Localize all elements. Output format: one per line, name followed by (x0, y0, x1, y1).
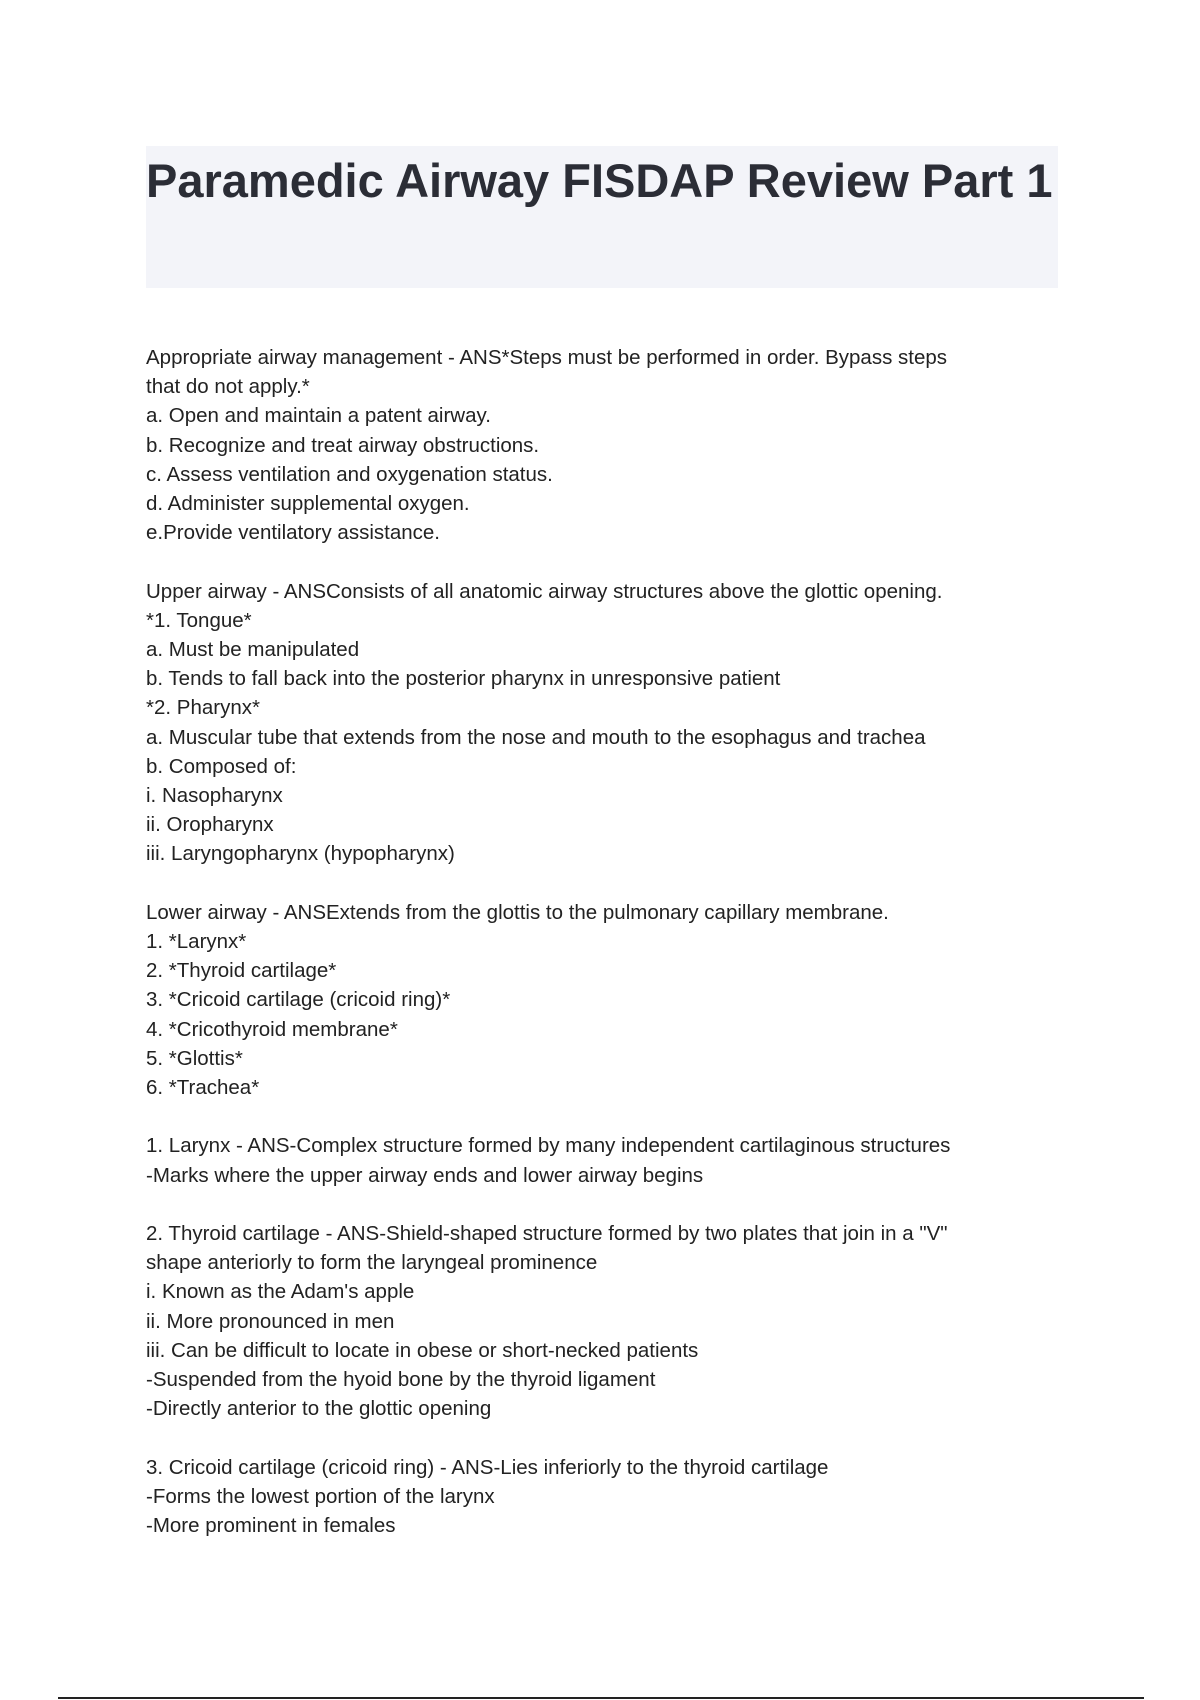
text-line: a. Muscular tube that extends from the nose and mouth to the esophagus and trachea (146, 725, 926, 749)
text-line: 2. Thyroid cartilage - ANS-Shield-shaped structure formed by two plates that join in a "V" (146, 1222, 948, 1246)
text-line: 3. *Cricoid cartilage (cricoid ring)* (146, 988, 451, 1012)
text-line: iii. Can be difficult to locate in obese or short-necked patients (146, 1338, 699, 1362)
text-line: e.Provide ventilatory assistance. (146, 521, 440, 545)
text-line: -Directly anterior to the glottic opening (146, 1397, 492, 1421)
text-line: Appropriate airway management - ANS*Steps must be performed in order. Bypass steps (146, 346, 948, 369)
text-line: *1. Tongue* (146, 608, 252, 632)
text-line: 3. Cricoid cartilage (cricoid ring) - ANS-Lies inferiorly to the thyroid cartilage (146, 1455, 829, 1479)
text-line: 5. *Glottis* (146, 1046, 243, 1070)
document-body (146, 343, 1046, 1569)
qa-item-lower-airway (146, 898, 1046, 1102)
qa-item-thyroid-cartilage (146, 1219, 1046, 1423)
text-line: b. Tends to fall back into the posterior pharynx in unresponsive patient (146, 667, 781, 691)
text-line: 6. *Trachea* (146, 1076, 260, 1100)
qa-item-airway-management (146, 343, 1046, 547)
text-line: Upper airway - ANSConsists of all anatomic airway structures above the glottic opening. (146, 579, 943, 603)
text-line: b. Recognize and treat airway obstructions. (146, 433, 540, 457)
qa-item-cricoid-cartilage (146, 1453, 1046, 1541)
text-line: i. Known as the Adam's apple (146, 1280, 415, 1304)
text-line: 1. Larynx - ANS-Complex structure formed by many independent cartilaginous structures (146, 1134, 951, 1158)
text-line: 2. *Thyroid cartilage* (146, 959, 337, 983)
text-line: that do not apply.* (146, 375, 310, 399)
text-line: -Forms the lowest portion of the larynx (146, 1484, 495, 1508)
text-line: i. Nasopharynx (146, 784, 283, 808)
text-line: ii. More pronounced in men (146, 1309, 395, 1333)
page-title: Paramedic Airway FISDAP Review Part 1 (146, 154, 1053, 207)
text-line: -Suspended from the hyoid bone by the thyroid ligament (146, 1368, 656, 1392)
text-line: -Marks where the upper airway ends and lower airway begins (146, 1163, 704, 1187)
text-line: d. Administer supplemental oxygen. (146, 492, 470, 516)
text-line: c. Assess ventilation and oxygenation status. (146, 462, 553, 486)
text-line: -More prominent in females (146, 1514, 396, 1538)
text-line: iii. Laryngopharynx (hypopharynx) (146, 842, 455, 866)
text-line: Lower airway - ANSExtends from the glottis to the pulmonary capillary membrane. (146, 900, 889, 924)
text-line: ii. Oropharynx (146, 813, 274, 837)
page-divider (58, 1697, 1144, 1699)
qa-item-larynx (146, 1131, 1046, 1189)
qa-item-upper-airway (146, 577, 1046, 869)
text-line: a. Open and maintain a patent airway. (146, 404, 491, 428)
text-line: shape anteriorly to form the laryngeal prominence (146, 1251, 598, 1275)
text-line: a. Must be manipulated (146, 638, 360, 662)
title-banner (146, 146, 1058, 288)
text-line: 1. *Larynx* (146, 930, 247, 954)
text-line: *2. Pharynx* (146, 696, 260, 720)
text-line: b. Composed of: (146, 754, 297, 778)
text-line: 4. *Cricothyroid membrane* (146, 1017, 398, 1041)
